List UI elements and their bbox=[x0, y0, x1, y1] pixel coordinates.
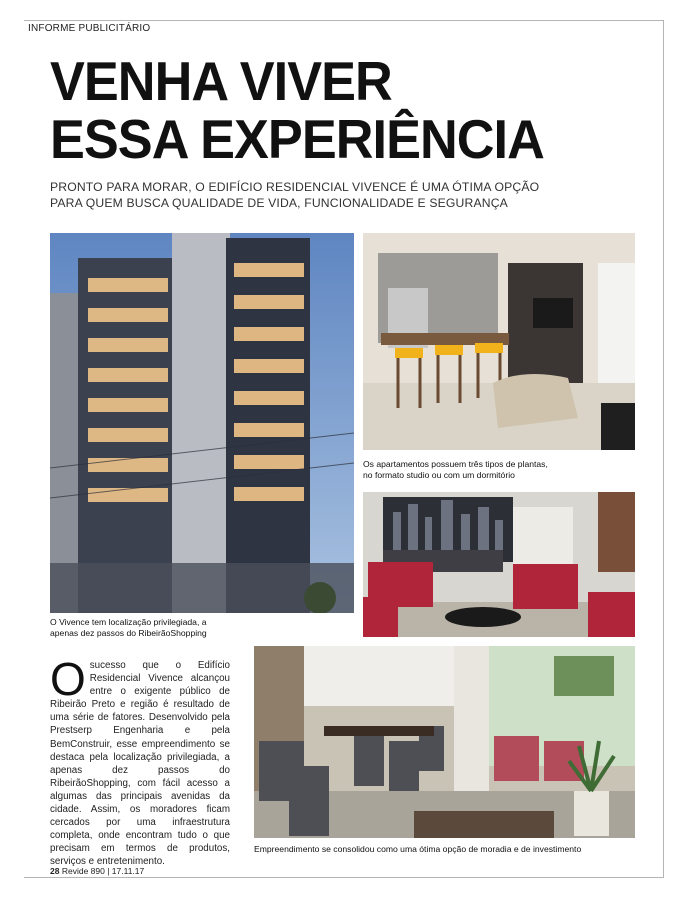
subhead bbox=[50, 179, 640, 211]
kitchen-caption-line-2: no formato studio ou com um dormitório bbox=[363, 469, 515, 480]
headline-line-2: ESSA EXPERIÊNCIA bbox=[50, 108, 544, 170]
kitchen-caption bbox=[363, 459, 643, 480]
page-footer bbox=[50, 866, 144, 876]
subhead-line-2: PARA QUEM BUSCA QUALIDADE DE VIDA, FUNCIONALIDADE E SEGURANÇA bbox=[50, 196, 508, 210]
article-body bbox=[50, 653, 230, 869]
dining-caption: Empreendimento se consolidou como uma ótima opção de moradia e de investimento bbox=[254, 844, 582, 854]
building-caption-line-2: apenas dez passos do RibeirãoShopping bbox=[50, 627, 207, 638]
kitchen-photo bbox=[363, 233, 635, 450]
headline bbox=[50, 52, 639, 168]
subhead-line-1: PRONTO PARA MORAR, O EDIFÍCIO RESIDENCIAL VIVENCE É UMA ÓTIMA OPÇÃO bbox=[50, 180, 540, 194]
right-rule bbox=[663, 20, 664, 878]
page-number: 28 bbox=[50, 866, 60, 876]
top-rule bbox=[24, 20, 664, 21]
publication-info: Revide 890 | 17.11.17 bbox=[61, 866, 145, 876]
building-caption-line-1: O Vivence tem localização privilegiada, a bbox=[50, 617, 207, 627]
headline-line-1: VENHA VIVER bbox=[50, 50, 392, 112]
building-caption bbox=[50, 617, 350, 638]
dining-photo bbox=[254, 646, 635, 838]
article-dropcap: O bbox=[50, 653, 86, 705]
bottom-rule bbox=[24, 877, 664, 878]
building-photo bbox=[50, 233, 354, 613]
article-text: sucesso que o Edifício Residencial Vivence alcançou entre o exigente público de Ribeirão Preto e região é resultado de uma série de fatores. Desenvolvido pela Prestserp Engenharia e pela BemConstruir, esse empreendimento se destaca pela localização privilegiada, a apenas dez passos do RibeirãoShopping, com fácil acesso a algumas das principais avenidas da cidade. Assim, os moradores ficam cercados por uma infraestrutura completa, onde encontram tudo o que precisam em termos de produtos, serviços e entretenimento. bbox=[50, 660, 230, 868]
lounge-photo bbox=[363, 492, 635, 637]
section-label: INFORME PUBLICITÁRIO bbox=[28, 23, 151, 34]
kitchen-caption-line-1: Os apartamentos possuem três tipos de plantas, bbox=[363, 459, 548, 469]
